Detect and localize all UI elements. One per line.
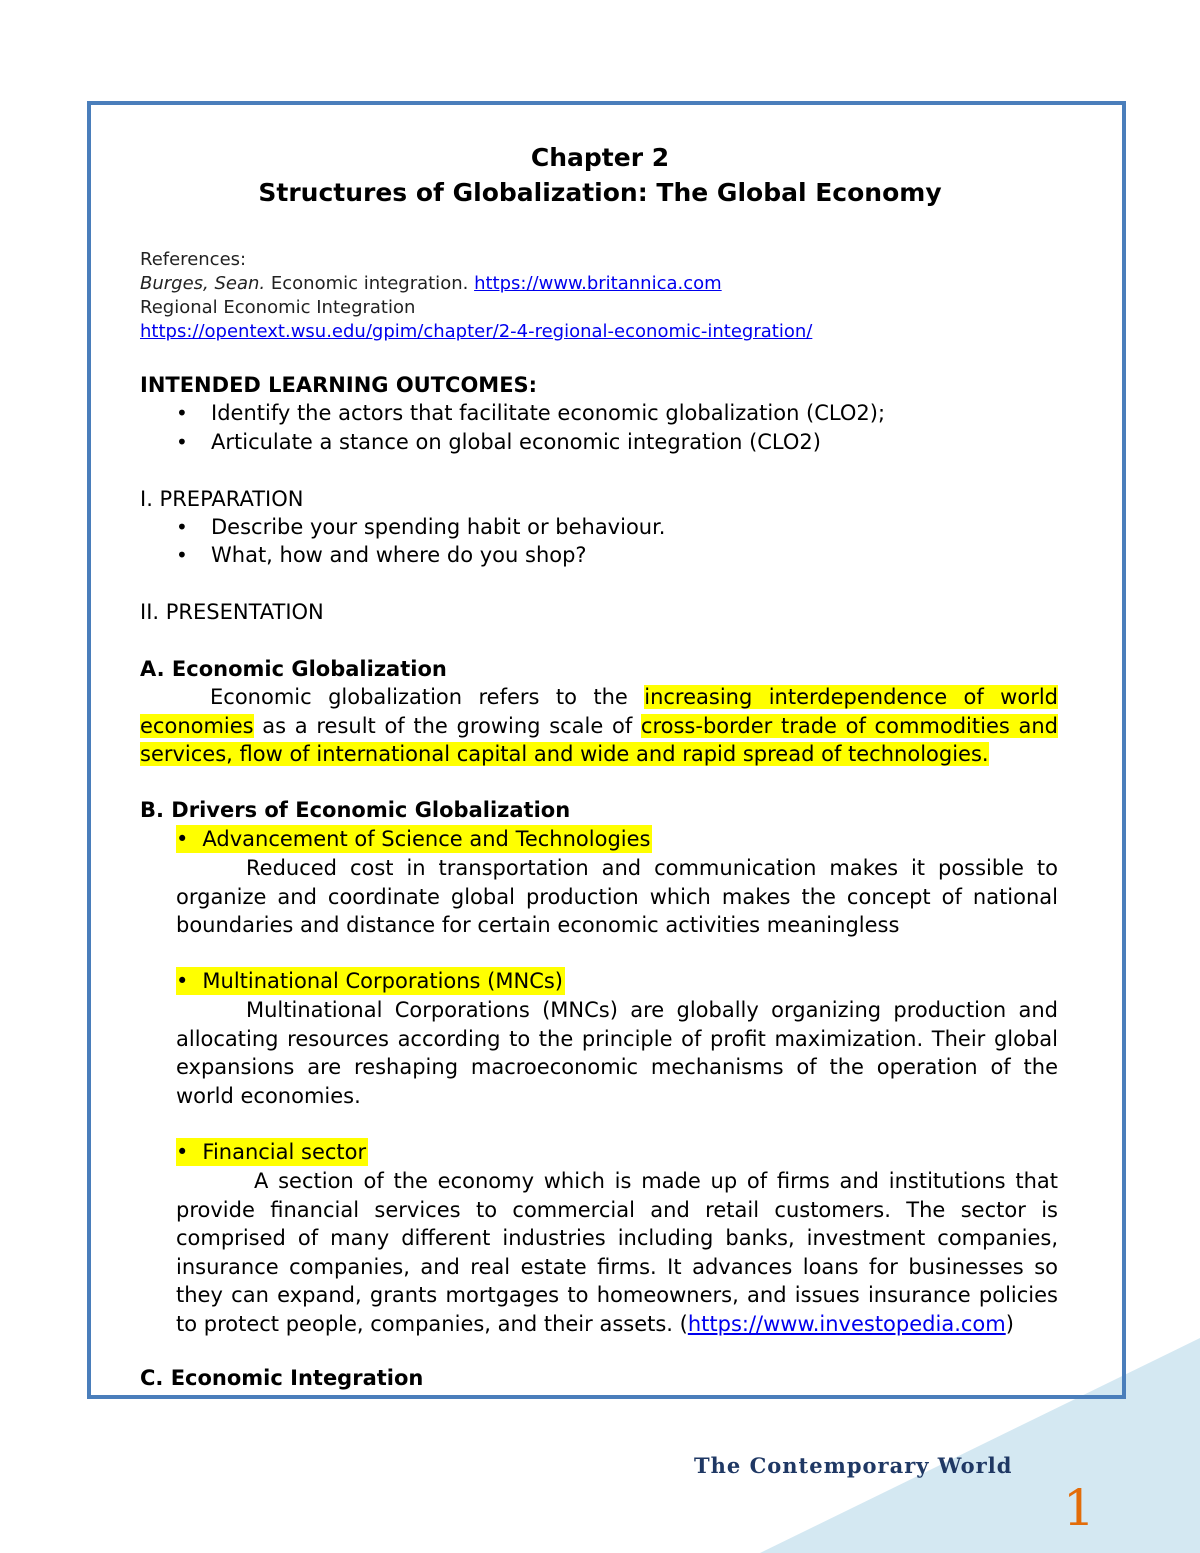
bullet-icon: •: [176, 969, 189, 993]
preparation-item: Describe your spending habit or behaviour.: [211, 515, 666, 539]
preparation-item: What, how and where do you shop?: [211, 543, 587, 567]
footer-title: The Contemporary World: [694, 1453, 1013, 1478]
investopedia-link[interactable]: https://www.investopedia.com: [687, 1311, 1006, 1336]
page-title: Structures of Globalization: The Global Economy: [258, 178, 942, 207]
reference-1-author: Burges, Sean.: [140, 273, 266, 294]
bullet-icon: •: [176, 430, 188, 454]
bullet-icon: •: [176, 827, 189, 851]
reference-1-title: Economic integration.: [270, 273, 469, 294]
section-a-highlight-2: cross-border trade of commodities and services, flow of international capital and wide and rapid spread of technologies.: [140, 713, 1058, 766]
references-label: References:: [140, 249, 247, 270]
presentation-heading: II. PRESENTATION: [140, 600, 324, 624]
section-a-paragraph: [140, 683, 1058, 769]
bullet-icon: •: [176, 515, 188, 539]
bullet-icon: •: [176, 543, 188, 567]
driver-label: • Financial sector: [176, 1140, 367, 1164]
bullet-icon: •: [176, 401, 188, 425]
reference-1-link[interactable]: https://www.britannica.com: [474, 273, 722, 294]
reference-1: [140, 272, 722, 296]
section-a-heading: A. Economic Globalization: [140, 657, 447, 681]
reference-2-link[interactable]: https://opentext.wsu.edu/gpim/chapter/2-4-regional-economic-integration/: [140, 321, 813, 342]
section-a-highlight-1: increasing interdependence of world economies: [140, 685, 1058, 738]
driver-label: • Multinational Corporations (MNCs): [176, 969, 563, 993]
section-b-heading: B. Drivers of Economic Globalization: [140, 798, 571, 822]
section-a-text-1: Economic globalization refers to the: [210, 685, 645, 709]
outcome-item: Articulate a stance on global economic integration (CLO2): [211, 430, 821, 454]
section-a-text-2: as a result of the growing scale of: [253, 713, 641, 738]
driver-label: • Advancement of Science and Technologies: [176, 827, 651, 851]
bullet-icon: •: [176, 1140, 189, 1164]
page-number: 1: [1063, 1479, 1095, 1537]
outcomes-heading: INTENDED LEARNING OUTCOMES:: [140, 373, 538, 397]
preparation-heading: I. PREPARATION: [140, 487, 304, 511]
outcome-item: Identify the actors that facilitate economic globalization (CLO2);: [211, 401, 886, 425]
section-c-heading: C. Economic Integration: [140, 1366, 424, 1390]
driver-paragraph: Reduced cost in transportation and communication makes it possible to organize and coordinate global production which makes the concept of national boundaries and distance for certain economic activities meaningless: [176, 856, 1058, 937]
driver-paragraph: A section of the economy which is made up of firms and institutions that provide financial services to commercial and retail customers. The sector is comprised of many different industries including banks, investment companies, insurance companies, and real estate firms. It advances loans for businesses so they can expand, grants mortgages to homeowners, and issues insurance policies to protect people, companies, and their assets. (https://www.investopedia.com): [176, 1169, 1058, 1336]
driver-paragraph: Multinational Corporations (MNCs) are globally organizing production and allocating resources according to the principle of profit maximization. Their global expansions are reshaping macroeconomic mechanisms of the operation of the world economies.: [176, 998, 1058, 1108]
reference-2-title: Regional Economic Integration: [140, 297, 416, 318]
chapter-number: Chapter 2: [530, 143, 670, 172]
